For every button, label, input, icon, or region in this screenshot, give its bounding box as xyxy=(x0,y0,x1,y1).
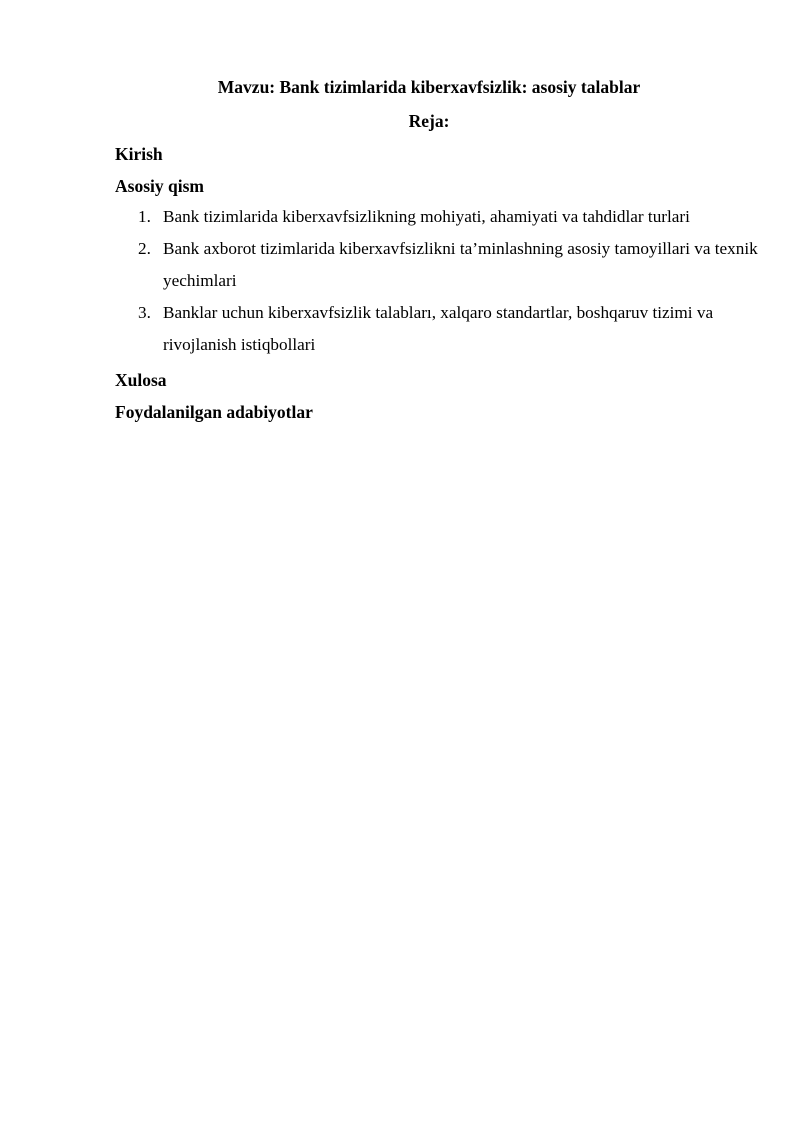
list-item-text: Bank tizimlarida kiberxavfsizlikning mohiyati, ahamiyati va tahdidlar turlari xyxy=(163,207,690,226)
plan-heading: Reja: xyxy=(408,111,450,131)
list-item xyxy=(138,297,758,361)
list-item-number: 3. xyxy=(138,303,151,322)
list-item xyxy=(138,201,758,233)
section-intro: Kirish xyxy=(115,144,163,164)
list-item xyxy=(138,233,758,297)
list-item-number: 1. xyxy=(138,207,151,226)
list-item-text: Bank axborot tizimlarida kiberxavfsizlikni ta’minlashning asosiy tamoyillari va texnik yechimlari xyxy=(163,239,758,290)
document-title: Mavzu: Bank tizimlarida kiberxavfsizlik: asosiy talablar xyxy=(217,77,641,97)
list-item-text: Banklar uchun kiberxavfsizlik talabları, xalqaro standartlar, boshqaruv tizimi va rivojlanish istiqbollari xyxy=(163,303,714,354)
section-references: Foydalanilgan adabiyotlar xyxy=(115,402,313,422)
list-item-number: 2. xyxy=(138,239,151,258)
section-main-part: Asosiy qism xyxy=(115,176,204,196)
section-conclusion: Xulosa xyxy=(115,370,167,390)
